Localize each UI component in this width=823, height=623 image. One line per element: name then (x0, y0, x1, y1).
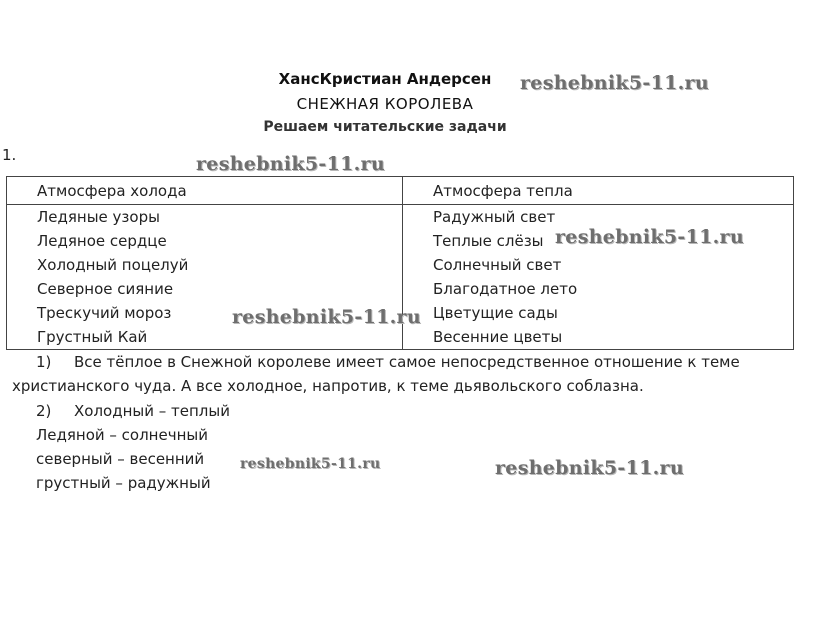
answer-1-text: Все тёплое в Снежной королеве имеет самое непосредственное отношение к теме (74, 353, 740, 371)
answer-2-line-1 (36, 399, 230, 423)
watermark: reshebnik5-11.ru (240, 456, 381, 472)
warm-cell: Радужный свет (403, 205, 794, 230)
watermark: reshebnik5-11.ru (520, 72, 709, 94)
cold-cell: Холодный поцелуй (7, 253, 403, 277)
answer-1-line-1 (36, 350, 740, 374)
answer-1-marker: 1) (36, 353, 52, 371)
cold-cell: Ледяное сердце (7, 229, 403, 253)
answer-2-pair: Ледяной – солнечный (36, 426, 208, 444)
cold-cell: Ледяные узоры (7, 205, 403, 230)
cold-cell: Трескучий мороз (7, 301, 403, 325)
watermark: reshebnik5-11.ru (232, 306, 421, 328)
warm-cell: Благодатное лето (403, 277, 794, 301)
watermark: reshebnik5-11.ru (196, 153, 385, 175)
table-row (7, 277, 794, 301)
author-heading: ХансКристиан Андерсен (278, 70, 492, 88)
header-warm: Атмосфера тепла (403, 177, 794, 205)
cold-cell: Северное сияние (7, 277, 403, 301)
watermark: reshebnik5-11.ru (495, 457, 684, 479)
warm-cell: Теплые слёзы (403, 229, 794, 253)
work-title: СНЕЖНАЯ КОРОЛЕВА (296, 95, 474, 113)
watermark: reshebnik5-11.ru (555, 226, 744, 248)
task-number: 1. (2, 146, 17, 164)
table-row (7, 253, 794, 277)
section-subtitle: Решаем читательские задачи (263, 119, 507, 135)
table-header-row (7, 177, 794, 205)
answer-2-pair: северный – весенний (36, 450, 205, 468)
warm-cell: Солнечный свет (403, 253, 794, 277)
table-row (7, 325, 794, 350)
warm-cell: Цветущие сады (403, 301, 794, 325)
answer-2-pair: грустный – радужный (36, 474, 211, 492)
cold-cell: Грустный Кай (7, 325, 403, 350)
answer-2-text: Холодный – теплый (74, 402, 230, 420)
answer-1-line-2: христианского чуда. А все холодное, напротив, к теме дьявольского соблазна. (12, 377, 644, 395)
answer-2-marker: 2) (36, 402, 52, 420)
header-cold: Атмосфера холода (7, 177, 403, 205)
warm-cell: Весенние цветы (403, 325, 794, 350)
